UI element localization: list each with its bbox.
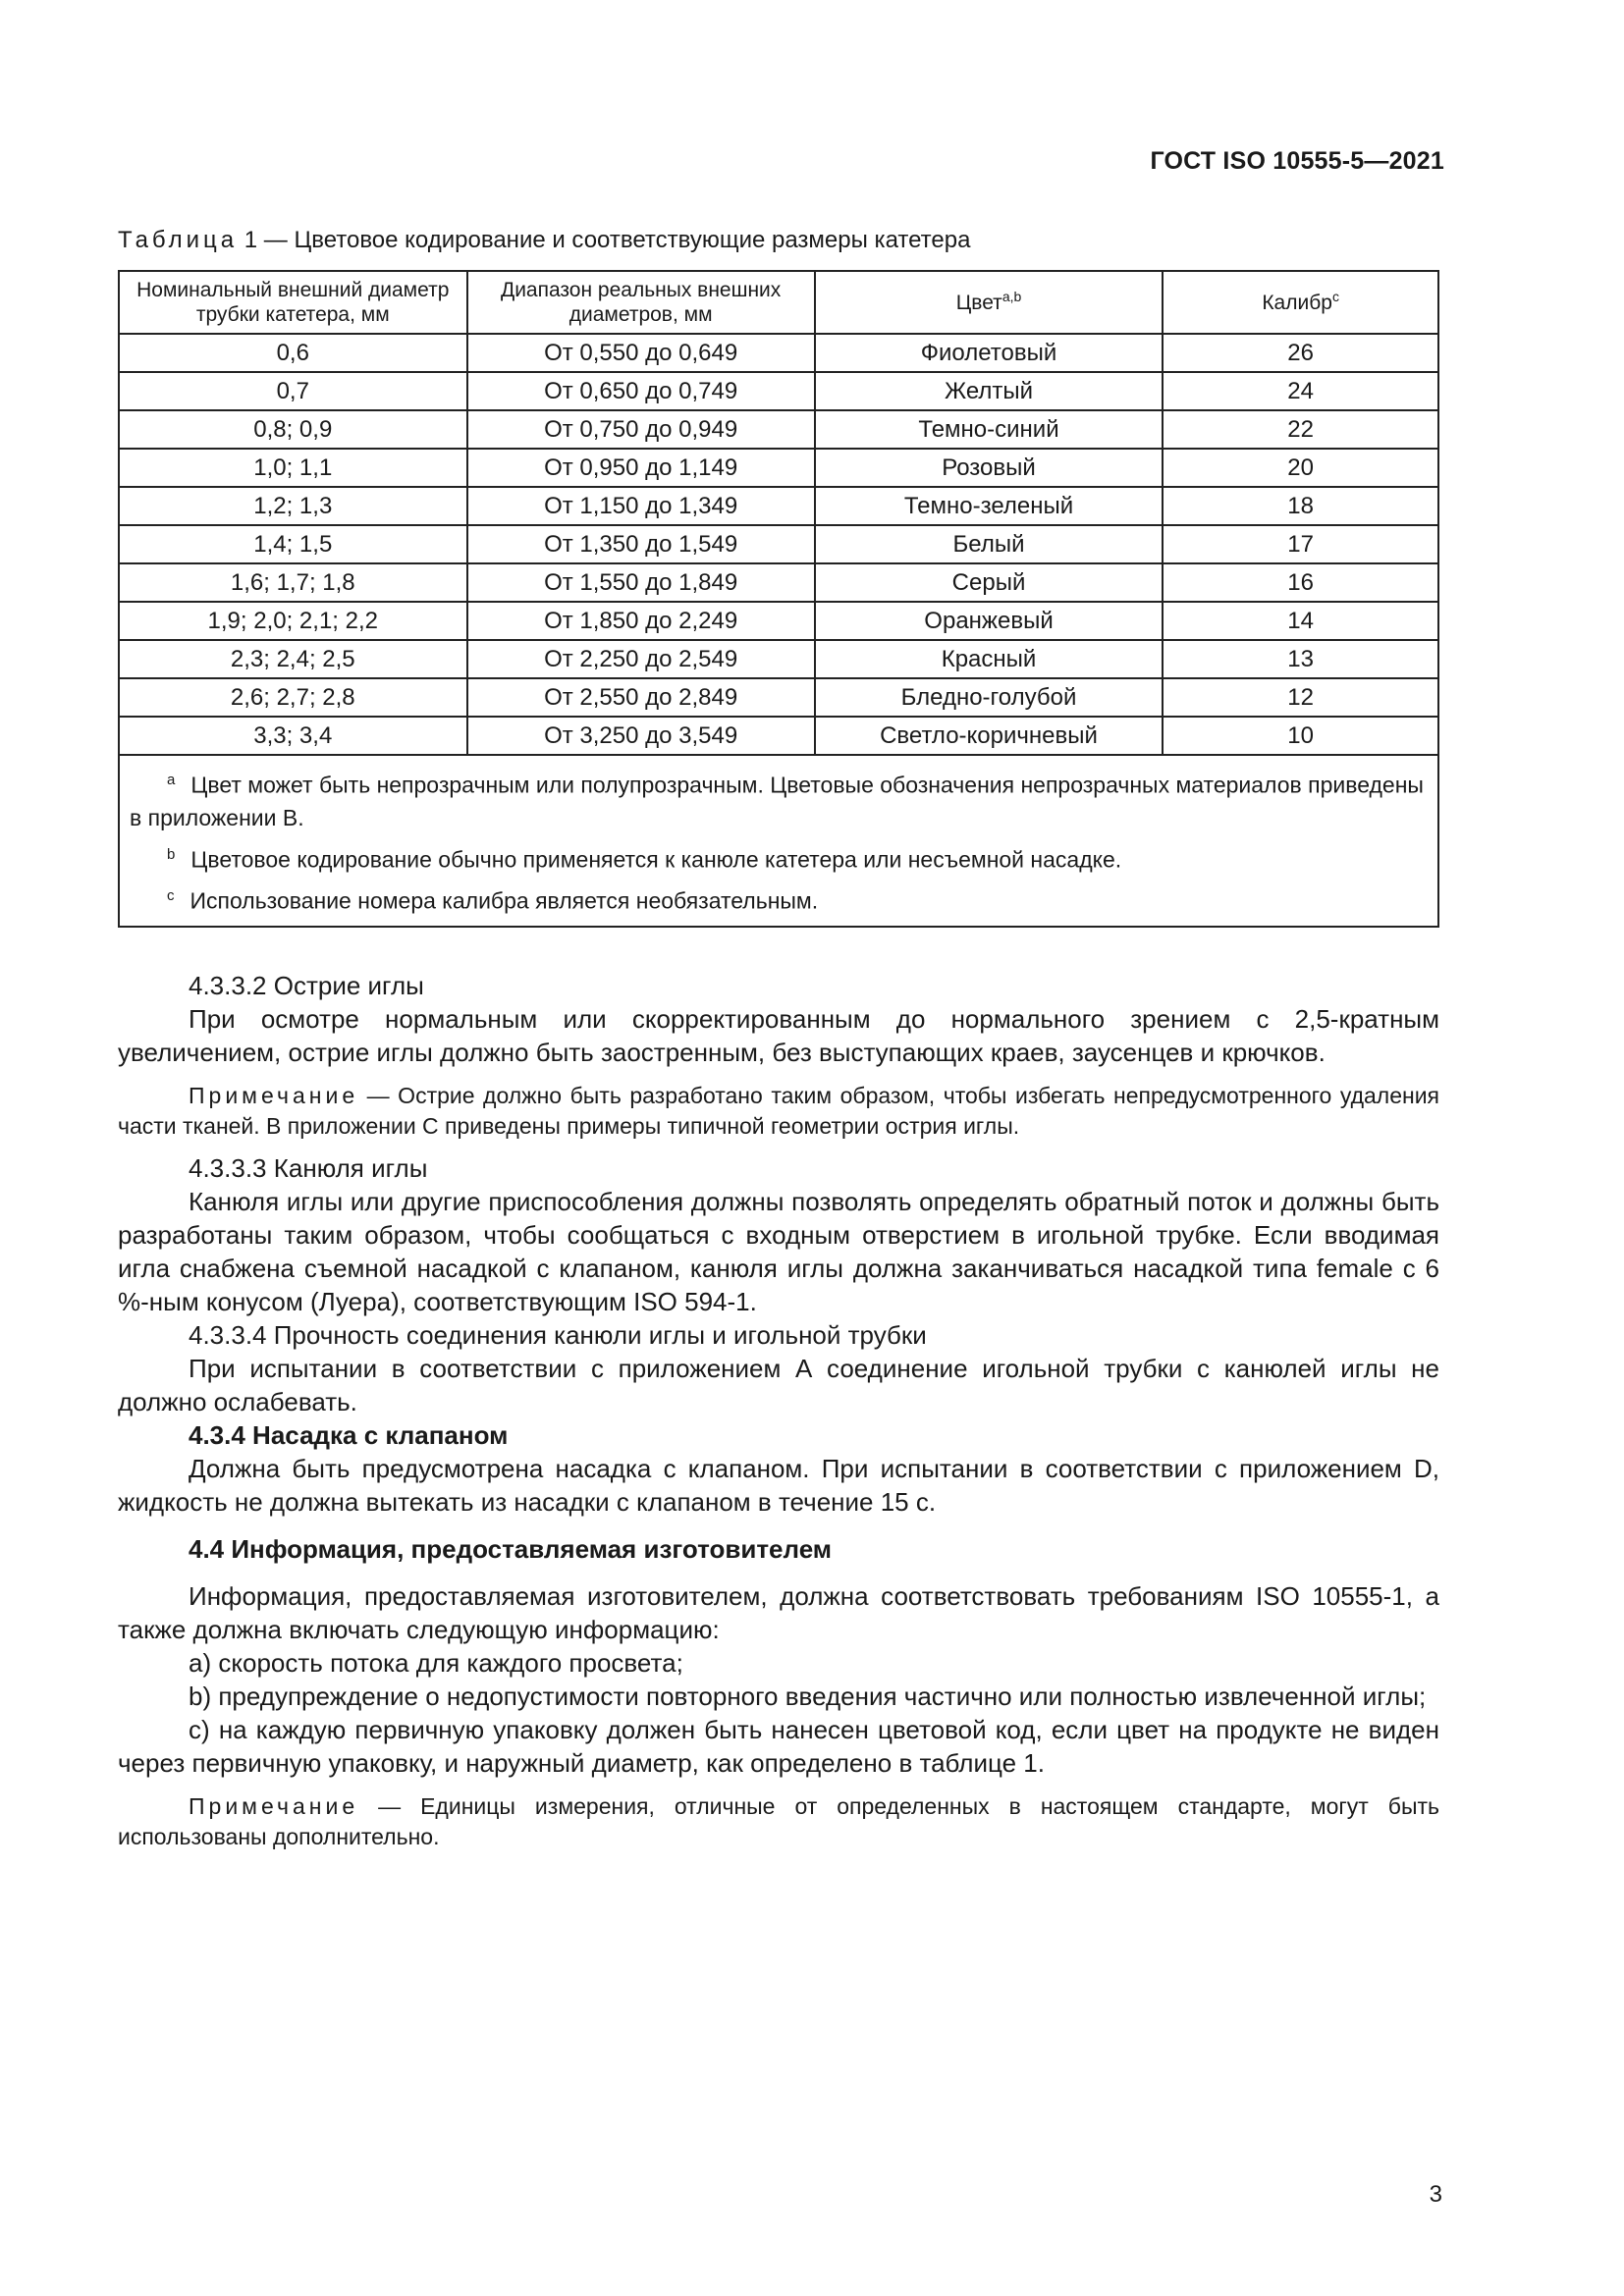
table-header-row xyxy=(119,271,1438,334)
cell-nominal-diameter: 1,2; 1,3 xyxy=(119,487,467,525)
note-1-text: — Острие должно быть разработано таким образом, чтобы избегать непредусмотренного удаления части тканей. В приложении С приведены примеры типичной геометрии острия иглы. xyxy=(118,1083,1439,1139)
cell-gauge: 13 xyxy=(1163,640,1438,678)
table-row xyxy=(119,640,1438,678)
table-caption-label: Таблица xyxy=(118,227,239,253)
cell-color: Красный xyxy=(815,640,1164,678)
cell-actual-diameter: От 1,550 до 1,849 xyxy=(467,563,815,602)
cell-gauge: 12 xyxy=(1163,678,1438,717)
section-4-4-text: Информация, предоставляемая изготовителем, должна соответствовать требованиям ISO 10555-1, а также должна включать следующую информацию: xyxy=(118,1581,1439,1644)
cell-color: Темно-синий xyxy=(815,410,1164,449)
cell-gauge: 18 xyxy=(1163,487,1438,525)
table-row xyxy=(119,449,1438,487)
page-number: 3 xyxy=(1429,2181,1442,2208)
footnote-c-text: Использование номера калибра является необязательным. xyxy=(189,887,819,914)
cell-nominal-diameter: 0,7 xyxy=(119,372,467,410)
list-item-a: а) скорость потока для каждого просвета; xyxy=(189,1648,683,1678)
note-2 xyxy=(118,1791,1439,1852)
document-id: ГОСТ ISO 10555-5—2021 xyxy=(1150,147,1444,175)
section-4-3-3-4-title: 4.3.3.4 Прочность соединения канюли иглы и игольной трубки xyxy=(189,1320,927,1350)
table-row xyxy=(119,717,1438,755)
table-row xyxy=(119,525,1438,563)
note-2-label: Примечание xyxy=(189,1793,359,1819)
note-2-text: — Единицы измерения, отличные от определенных в настоящем стандарте, могут быть использованы дополнительно. xyxy=(118,1793,1439,1849)
cell-gauge: 14 xyxy=(1163,602,1438,640)
table-row xyxy=(119,487,1438,525)
cell-nominal-diameter: 1,4; 1,5 xyxy=(119,525,467,563)
table-row xyxy=(119,372,1438,410)
table-footnotes xyxy=(119,755,1438,927)
cell-nominal-diameter: 1,6; 1,7; 1,8 xyxy=(119,563,467,602)
cell-gauge: 20 xyxy=(1163,449,1438,487)
cell-nominal-diameter: 1,9; 2,0; 2,1; 2,2 xyxy=(119,602,467,640)
cell-actual-diameter: От 0,950 до 1,149 xyxy=(467,449,815,487)
cell-actual-diameter: От 2,250 до 2,549 xyxy=(467,640,815,678)
cell-gauge: 16 xyxy=(1163,563,1438,602)
cell-actual-diameter: От 3,250 до 3,549 xyxy=(467,717,815,755)
footnote-a-mark: a xyxy=(167,772,176,788)
cell-actual-diameter: От 2,550 до 2,849 xyxy=(467,678,815,717)
footnote-b-mark: b xyxy=(167,845,176,863)
cell-color: Желтый xyxy=(815,372,1164,410)
cell-actual-diameter: От 1,350 до 1,549 xyxy=(467,525,815,563)
cell-color: Белый xyxy=(815,525,1164,563)
column-header-gauge-label: Калибр xyxy=(1262,291,1332,314)
cell-nominal-diameter: 0,8; 0,9 xyxy=(119,410,467,449)
section-4-3-3-3-title: 4.3.3.3 Канюля иглы xyxy=(189,1153,428,1183)
footnote-b xyxy=(130,838,1428,877)
footnote-a-text: Цвет может быть непрозрачным или полупрозрачным. Цветовые обозначения непрозрачных материалов приведены в приложении В. xyxy=(130,772,1424,830)
cell-actual-diameter: От 1,850 до 2,249 xyxy=(467,602,815,640)
list-item-c: с) на каждую первичную упаковку должен быть нанесен цветовой код, если цвет на продукте не виден через первичную упаковку, и наружный диаметр, как определено в таблице 1. xyxy=(118,1715,1439,1778)
color-coding-table xyxy=(118,270,1439,928)
section-4-3-4-text: Должна быть предусмотрена насадка с клапаном. При испытании в соответствии с приложением D, жидкость не должна вытекать из насадки с клапаном в течение 15 с. xyxy=(118,1454,1439,1517)
column-header-actual-diameter: Диапазон реальных внешних диаметров, мм xyxy=(467,271,815,334)
list-item-b: b) предупреждение о недопустимости повторного введения частично или полностью извлеченной иглы; xyxy=(189,1682,1427,1711)
table-footnotes-row xyxy=(119,755,1438,927)
column-header-color xyxy=(815,271,1164,334)
cell-gauge: 24 xyxy=(1163,372,1438,410)
section-4-3-3-4-text: При испытании в соответствии с приложением А соединение игольной трубки с канюлей иглы не должно ослабевать. xyxy=(118,1354,1439,1416)
cell-gauge: 17 xyxy=(1163,525,1438,563)
footnote-a xyxy=(130,764,1428,834)
cell-nominal-diameter: 3,3; 3,4 xyxy=(119,717,467,755)
cell-gauge: 10 xyxy=(1163,717,1438,755)
table-caption xyxy=(118,227,970,254)
column-header-nominal-diameter: Номинальный внешний диаметр трубки катетера, мм xyxy=(119,271,467,334)
column-header-color-label: Цвет xyxy=(955,291,1002,314)
section-4-3-4-title: 4.3.4 Насадка с клапаном xyxy=(189,1420,509,1450)
cell-gauge: 26 xyxy=(1163,334,1438,372)
cell-nominal-diameter: 2,3; 2,4; 2,5 xyxy=(119,640,467,678)
document-body xyxy=(118,969,1439,1852)
cell-actual-diameter: От 1,150 до 1,349 xyxy=(467,487,815,525)
cell-color: Светло-коричневый xyxy=(815,717,1164,755)
cell-nominal-diameter: 2,6; 2,7; 2,8 xyxy=(119,678,467,717)
cell-nominal-diameter: 0,6 xyxy=(119,334,467,372)
cell-nominal-diameter: 1,0; 1,1 xyxy=(119,449,467,487)
footnote-b-text: Цветовое кодирование обычно применяется к канюле катетера или несъемной насадке. xyxy=(190,846,1122,873)
table-row xyxy=(119,602,1438,640)
section-4-4-title: 4.4 Информация, предоставляемая изготовителем xyxy=(189,1534,833,1564)
cell-actual-diameter: От 0,650 до 0,749 xyxy=(467,372,815,410)
table-caption-text: 1 — Цветовое кодирование и соответствующие размеры катетера xyxy=(238,227,971,253)
cell-actual-diameter: От 0,750 до 0,949 xyxy=(467,410,815,449)
section-4-3-3-2-text: При осмотре нормальным или скорректированным до нормального зрением с 2,5-кратным увеличением, острие иглы должно быть заостренным, без выступающих краев, заусенцев и крючков. xyxy=(118,1004,1439,1067)
table-row xyxy=(119,678,1438,717)
section-4-3-3-3-text: Канюля иглы или другие приспособления должны позволять определять обратный поток и должны быть разработаны таким образом, чтобы сообщаться с входным отверстием в игольной трубке. Если вводимая игла снабжена съемной насадкой с клапаном, канюля иглы должна заканчиваться насадкой типа female с 6 %-ным конусом (Луера), соответствующим ISO 594-1. xyxy=(118,1187,1439,1316)
cell-color: Серый xyxy=(815,563,1164,602)
table-row xyxy=(119,334,1438,372)
column-header-gauge-sup: c xyxy=(1331,288,1339,304)
note-1-label: Примечание xyxy=(189,1083,359,1108)
cell-gauge: 22 xyxy=(1163,410,1438,449)
cell-color: Оранжевый xyxy=(815,602,1164,640)
cell-color: Темно-зеленый xyxy=(815,487,1164,525)
table-row xyxy=(119,563,1438,602)
section-4-3-3-2-title: 4.3.3.2 Острие иглы xyxy=(189,971,424,1000)
cell-color: Фиолетовый xyxy=(815,334,1164,372)
table-row xyxy=(119,410,1438,449)
column-header-gauge xyxy=(1163,271,1438,334)
note-1 xyxy=(118,1081,1439,1142)
cell-color: Розовый xyxy=(815,449,1164,487)
footnote-c-mark: c xyxy=(167,887,175,905)
cell-color: Бледно-голубой xyxy=(815,678,1164,717)
cell-actual-diameter: От 0,550 до 0,649 xyxy=(467,334,815,372)
footnote-c xyxy=(130,880,1428,918)
column-header-color-sup: a,b xyxy=(1001,288,1022,304)
